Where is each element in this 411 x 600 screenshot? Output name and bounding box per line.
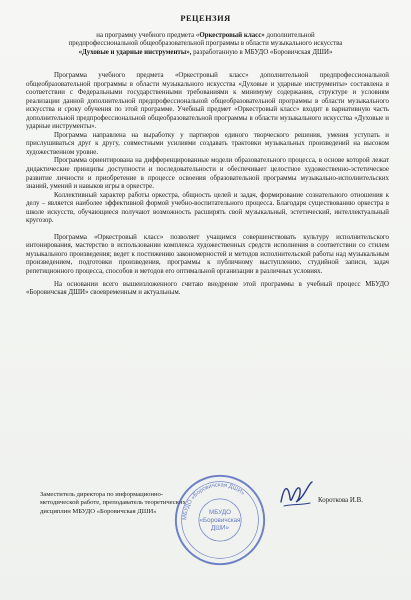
signature-line-1: Заместитель директора по информационно- <box>40 491 164 498</box>
subhead-program: «Духовые и ударные инструменты», <box>78 48 192 56</box>
official-stamp <box>172 472 268 568</box>
subhead-subject: Оркестровый класс» <box>199 32 265 39</box>
paragraph-3: Программа ориентирована на дифференцированные модели образовательного процесса, в основе которой лежат дидактические принципы доступности и последовательности и обеспечивает целостное художественно-эстетическое развитие личности и приобретение в процессе освоения образовательной программы музыкально-исполнительских знаний, умений и навыков игры в оркестре. <box>26 157 389 191</box>
stamp-center-line-3: ДШИ» <box>211 524 229 532</box>
document-subheading <box>30 32 381 57</box>
paragraph-6: На основании всего вышеизложенного считаю внедрение этой программы в учебный процесс МБУДО «Боровичская ДШИ» своевременным и актуальным. <box>26 280 389 297</box>
handwritten-signature <box>276 478 316 512</box>
document-title: РЕЦЕНЗИЯ <box>180 14 231 23</box>
subhead-line3: разработанную в МБУДО «Боровичская ДШИ» <box>191 48 333 56</box>
subhead-line2: предпрофессиональной общеобразовательной программы в области музыкального искусства <box>68 40 343 48</box>
signature-line-3: дисциплин МБУДО «Боровичская ДШИ» <box>40 507 157 515</box>
paragraph-4: Коллективный характер работы оркестра, общность целей и задач, формирование сознательного отношения к делу – является наиболее эффективной формой учебно-воспитательного процесса. Благодаря существованию оркестра в школе искусств, обучающиеся получают возможность расширять свой музыкальный, эстетический, интеллектуальный кругозор. <box>26 191 389 225</box>
signer-name: Короткова И.В. <box>318 497 363 504</box>
paragraph-5: Программа «Оркестровый класс» позволяет учащимся совершенствовать культуру исполнительского интонирования, мастерство в использовании комплекса художественных средств исполнения в соответствии со стилем музыкального произведения; ведет к постижению закономерностей и методов исполнительской работы над музыкальным произведением, подготовки произведения, программы к публичному выступлению, студийной записи, задач репетиционного процесса, способов и методов его оптимальной организации в различных условиях. <box>26 233 389 276</box>
signature-line-2: методической работе, преподаватель теоретических <box>40 499 186 507</box>
stamp-ring-text: МБУДО «Боровичская ДШИ» <box>182 482 246 521</box>
stamp-center-line-2: «Боровичская <box>199 516 241 524</box>
stamp-center-line-1: МБУДО <box>209 509 231 517</box>
paragraph-1: Программа учебного предмета «Оркестровый класс» дополнительной предпрофессиональной общеобразовательной программы в области музыкального искусства «Духовые и ударные инструменты» составлена в соответствии с Федеральными государственными требованиями к минимуму содержания, структуре и условиям реализации данной дополнительной предпрофессиональной общеобразовательной программы в области музыкального искусства и сроку обучения по этой программе. Учебный предмет «Оркестровый класс» входит в вариативную часть дополнительной предпрофессиональной общеобразовательной программы в области музыкального искусства «Духовые и ударные инструменты». <box>26 72 389 131</box>
paragraph-2: Программа направлена на выработку у партнеров единого творческого решения, умения уступать и прислушиваться друг к другу, совместными усилиями создавать трактовки музыкальных произведений на высоком художественном уровне. <box>26 131 389 156</box>
subhead-suffix: дополнительной <box>264 32 315 39</box>
document-body <box>26 72 389 298</box>
subhead-prefix: на программу учебного предмета « <box>96 32 200 39</box>
